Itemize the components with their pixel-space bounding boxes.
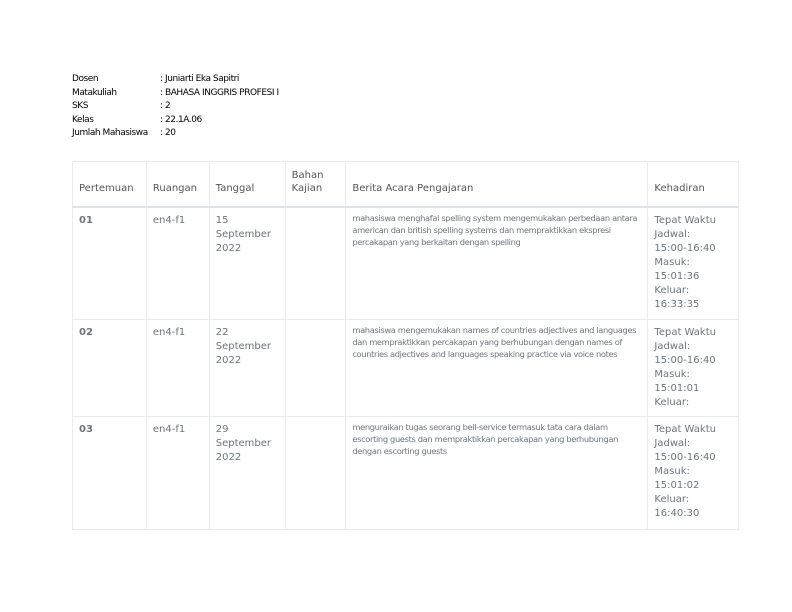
cell-bahan-kajian bbox=[285, 207, 346, 320]
cell-bahan-kajian bbox=[285, 417, 346, 530]
kehadiran-keluar-value: 16:40:30 bbox=[654, 508, 700, 519]
kehadiran-jadwal-label: Jadwal: bbox=[654, 229, 691, 240]
cell-tanggal bbox=[209, 320, 285, 417]
kehadiran-jadwal-value: 15:00-16:40 bbox=[654, 452, 716, 463]
cell-berita-acara: mahasiswa mengemukakan names of countries adjectives and languages dan mempraktikkan percakapan yang berhubungan dengan names of countries adjectives and languages speaking practice via voice notes bbox=[346, 320, 648, 417]
header-bahan-line: Bahan bbox=[291, 170, 324, 181]
kehadiran-masuk-label: Masuk: bbox=[654, 257, 690, 268]
tanggal-month: September bbox=[215, 229, 272, 240]
kehadiran-masuk-label: Masuk: bbox=[654, 466, 690, 477]
cell-ruangan: en4-f1 bbox=[146, 417, 209, 530]
table-row bbox=[73, 417, 739, 530]
header-kehadiran: Kehadiran bbox=[648, 162, 739, 208]
info-label: Jumlah Mahasiswa bbox=[72, 128, 148, 138]
cell-bahan-kajian bbox=[285, 320, 346, 417]
cell-pertemuan: 03 bbox=[73, 417, 147, 530]
cell-ruangan: en4-f1 bbox=[146, 320, 209, 417]
table-header-row bbox=[73, 162, 739, 208]
tanggal-month: September bbox=[215, 438, 272, 449]
info-row-matakuliah bbox=[72, 87, 279, 101]
info-row-sks bbox=[72, 100, 279, 114]
info-row-kelas bbox=[72, 114, 279, 128]
cell-kehadiran bbox=[648, 320, 739, 417]
header-berita-acara: Berita Acara Pengajaran bbox=[346, 162, 648, 208]
cell-pertemuan: 02 bbox=[73, 320, 147, 417]
kehadiran-masuk-value: 15:01:01 bbox=[654, 383, 700, 394]
tanggal-year: 2022 bbox=[215, 243, 242, 254]
kehadiran-keluar-label: Keluar: bbox=[654, 494, 690, 505]
table-row bbox=[73, 320, 739, 417]
info-row-dosen bbox=[72, 73, 279, 87]
header-bahan-kajian bbox=[285, 162, 346, 208]
kehadiran-keluar-value: 16:33:35 bbox=[654, 299, 700, 310]
cell-tanggal bbox=[209, 417, 285, 530]
tanggal-day: 29 bbox=[215, 424, 229, 435]
info-row-jumlah-mahasiswa bbox=[72, 127, 279, 141]
kehadiran-jadwal-label: Jadwal: bbox=[654, 438, 691, 449]
kehadiran-jadwal-value: 15:00-16:40 bbox=[654, 355, 716, 366]
info-label: Dosen bbox=[72, 74, 99, 84]
kehadiran-jadwal-value: 15:00-16:40 bbox=[654, 243, 716, 254]
cell-ruangan: en4-f1 bbox=[146, 207, 209, 320]
kehadiran-keluar-label: Keluar: bbox=[654, 285, 690, 296]
tanggal-day: 22 bbox=[215, 327, 229, 338]
info-value: : 2 bbox=[160, 101, 171, 111]
tanggal-day: 15 bbox=[215, 215, 229, 226]
cell-berita-acara: menguraikan tugas seorang bell-service termasuk tata cara dalam escorting guests dan mempraktikkan percakapan yang berhubungan dengan escorting guests bbox=[346, 417, 648, 530]
course-info bbox=[72, 73, 279, 141]
kehadiran-jadwal-label: Jadwal: bbox=[654, 341, 691, 352]
info-label: Kelas bbox=[72, 114, 94, 125]
attendance-table bbox=[72, 161, 739, 530]
cell-kehadiran bbox=[648, 207, 739, 320]
info-value: : 20 bbox=[160, 128, 176, 138]
tanggal-year: 2022 bbox=[215, 355, 242, 366]
table-row bbox=[73, 207, 739, 320]
header-kajian-line: Kajian bbox=[291, 183, 323, 194]
kehadiran-masuk-label: Masuk: bbox=[654, 369, 690, 380]
kehadiran-keluar-label: Keluar: bbox=[654, 397, 690, 408]
kehadiran-status: Tepat Waktu bbox=[654, 424, 716, 435]
cell-kehadiran bbox=[648, 417, 739, 530]
cell-pertemuan: 01 bbox=[73, 207, 147, 320]
info-label: Matakuliah bbox=[72, 87, 117, 98]
kehadiran-status: Tepat Waktu bbox=[654, 215, 716, 226]
cell-tanggal bbox=[209, 207, 285, 320]
header-pertemuan: Pertemuan bbox=[73, 162, 147, 208]
info-value: : 22.1A.06 bbox=[160, 114, 202, 125]
tanggal-year: 2022 bbox=[215, 452, 242, 463]
info-value: : Juniarti Eka Sapitri bbox=[160, 74, 239, 84]
kehadiran-masuk-value: 15:01:36 bbox=[654, 271, 700, 282]
header-tanggal: Tanggal bbox=[209, 162, 285, 208]
kehadiran-masuk-value: 15:01:02 bbox=[654, 480, 700, 491]
info-label: SKS bbox=[72, 101, 88, 111]
kehadiran-status: Tepat Waktu bbox=[654, 327, 716, 338]
tanggal-month: September bbox=[215, 341, 272, 352]
cell-berita-acara: mahasiswa menghafal spelling system mengemukakan perbedaan antara american dan british spelling systems dan mempraktikkan ekspresi percakapan yang berkaitan dengan spelling bbox=[346, 207, 648, 320]
header-ruangan: Ruangan bbox=[146, 162, 209, 208]
info-value: : BAHASA INGGRIS PROFESI I bbox=[160, 87, 279, 98]
